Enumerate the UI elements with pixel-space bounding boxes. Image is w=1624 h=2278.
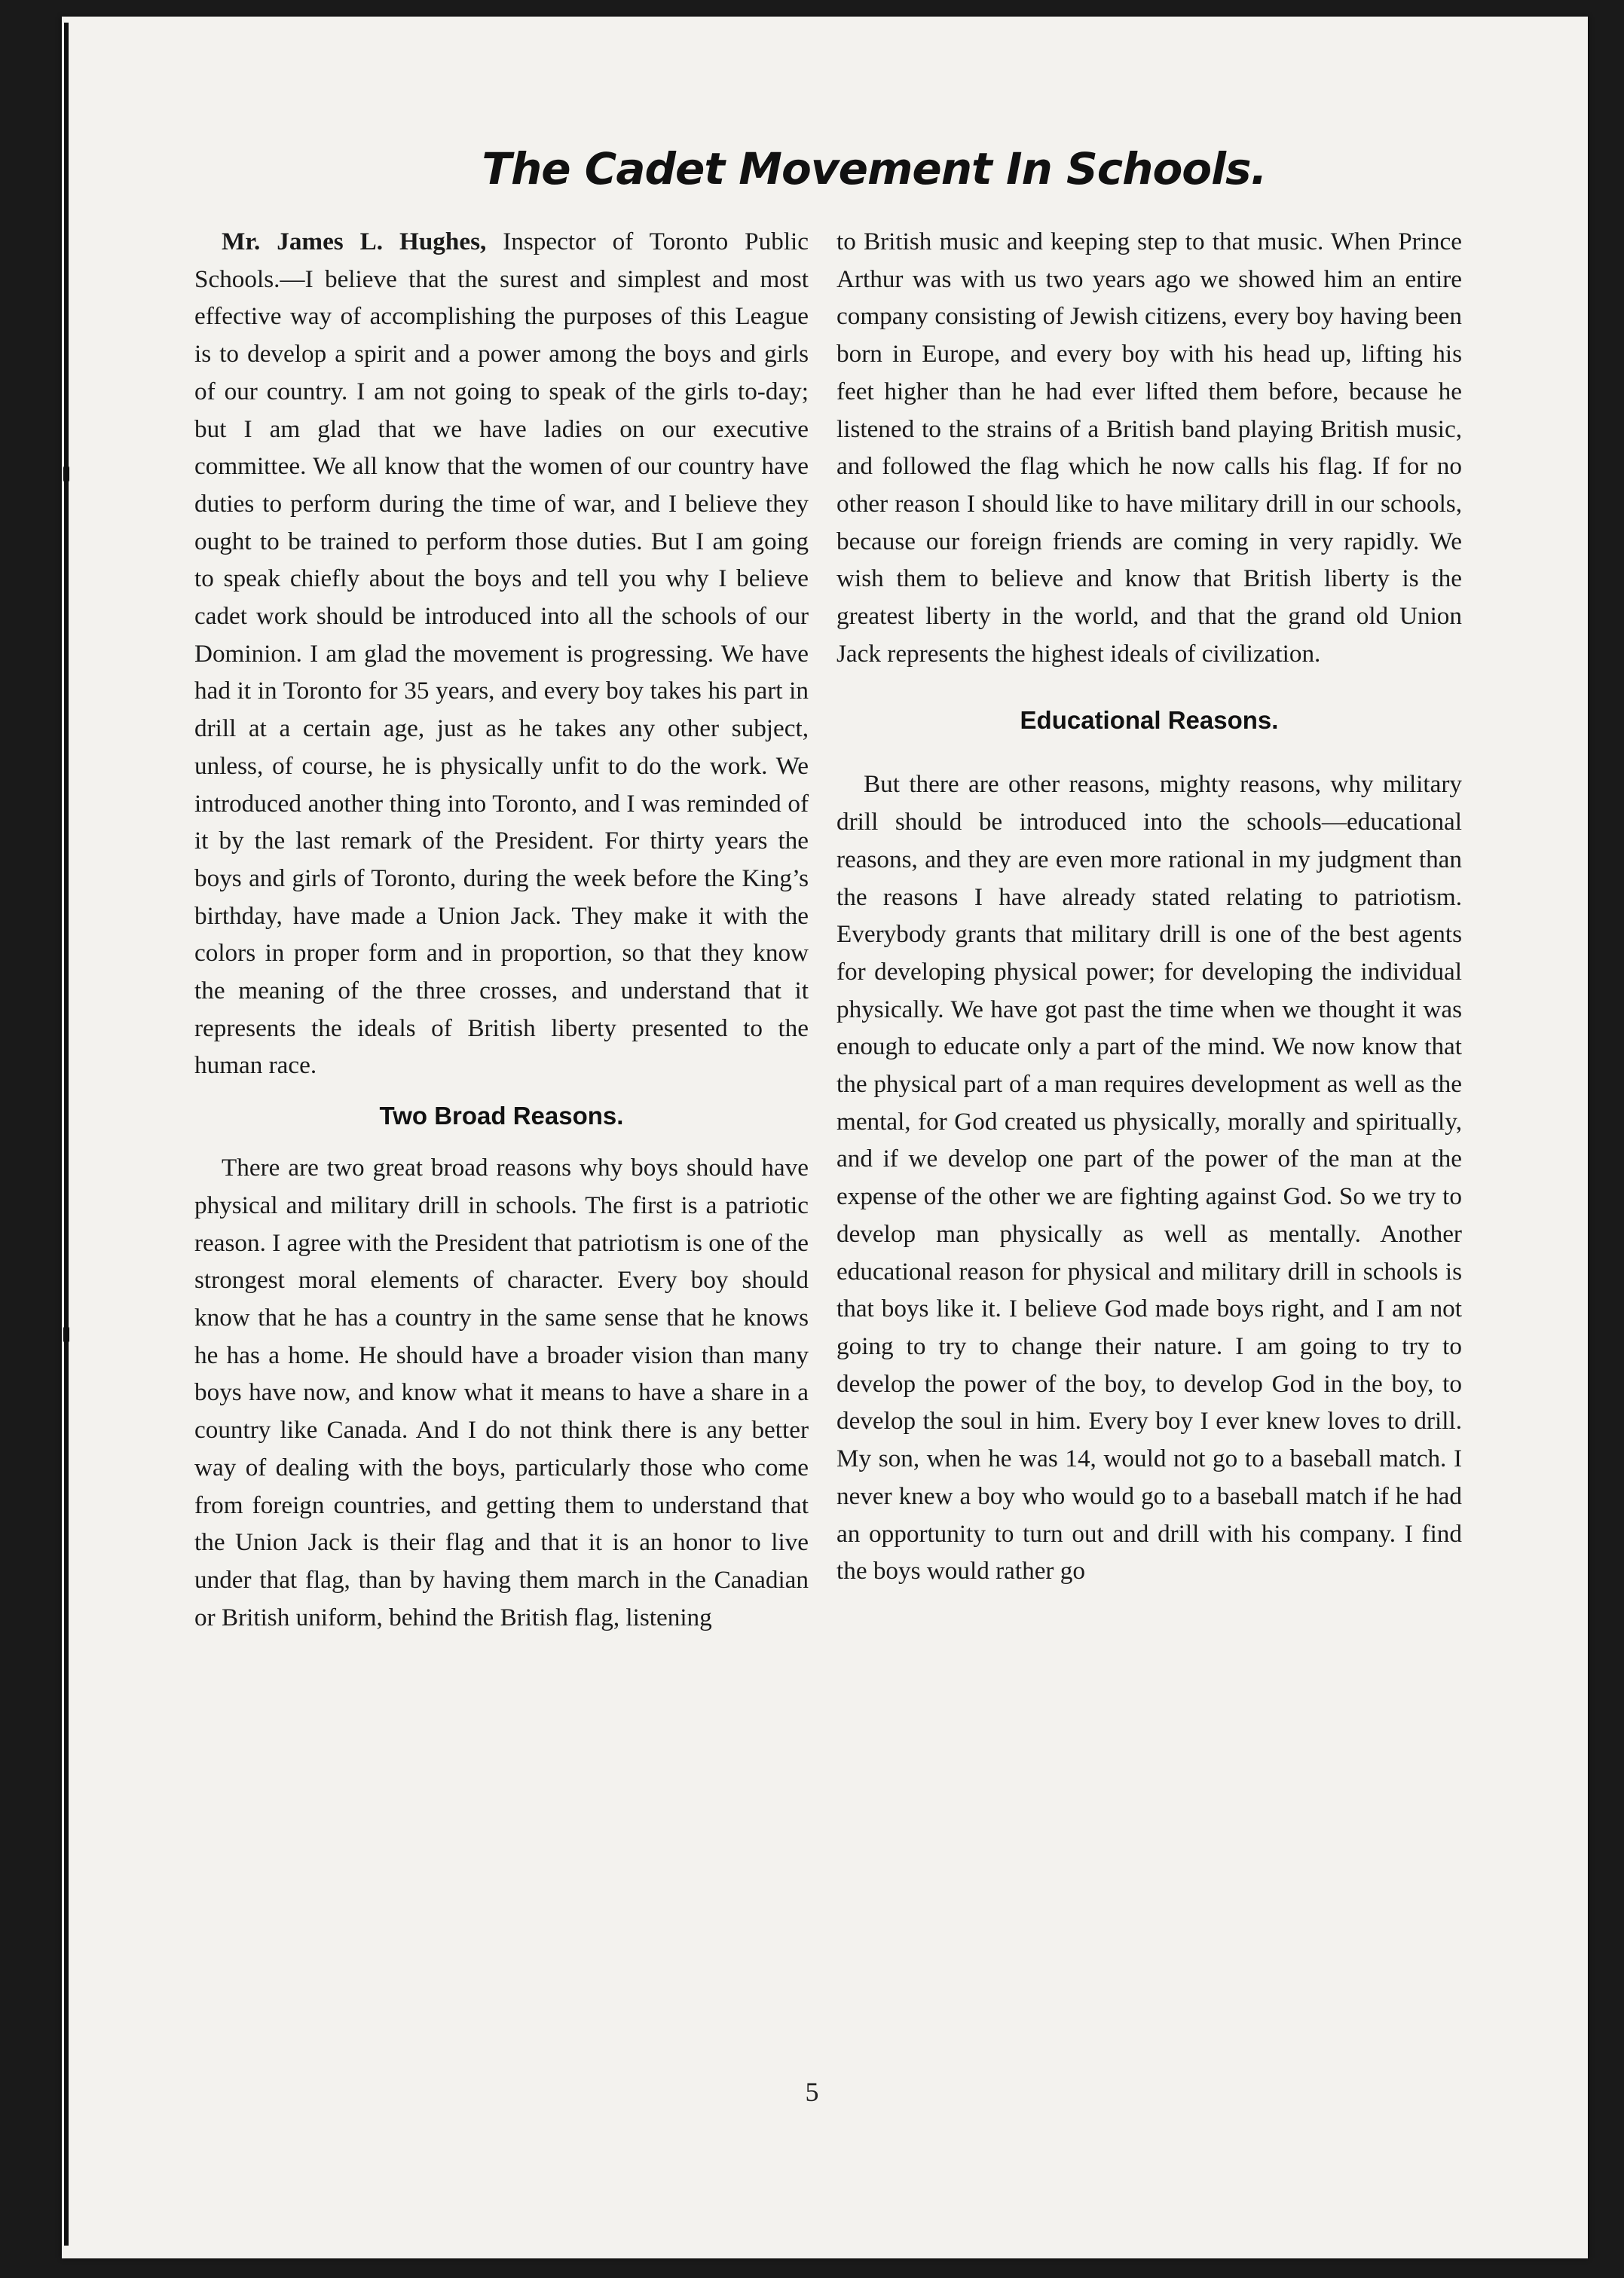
- section-heading-educational-reasons: Educational Reasons.: [1020, 706, 1279, 735]
- article-title: The Cadet Movement In Schools.: [482, 143, 1267, 194]
- page-number: 5: [805, 2077, 819, 2107]
- section-heading-two-broad-reasons: Two Broad Reasons.: [379, 1102, 624, 1130]
- binding-mark: [63, 466, 69, 482]
- intro-text: Inspector of Toronto Public Schools.—I believe that the surest and simplest and most effective way of accomplishing the purposes of this League is to develop a spirit and a power among the boys and girls of our country. I am not going to speak of the girls to-day; but I am glad that we have ladies on our executive committee. We all know that the women of our country have duties to perform during the time of war, and I believe they ought to be trained to perform those duties. But I am going to speak chiefly about the boys and tell you why I believe cadet work should be introduced into all the schools of our Dominion. I am glad the movement is progressing. We have had it in Toronto for 35 years, and every boy takes his part in drill at a certain age, just as he takes any other subject, unless, of course, he is physically unfit to do the work. We introduced another thing into Toronto, and I was reminded of it by the last remark of the President. For thirty years the boys and girls of Toronto, during the week before the King’s birthday, have made a Union Jack. They make it with the colors in proper form and in proportion, so that they know the meaning of the three crosses, and understand that it represents the ideals of British liberty presented to the human race.: [194, 228, 809, 1080]
- left-column: [194, 223, 809, 1636]
- continuation-paragraph: to British music and keeping step to that music. When Prince Arthur was with us two years ago we showed him an entire company consisting of Jewish citizens, every boy having been born in Europe, and every boy with his head up, lifting his feet higher than he had ever lifted them before, because he listened to the strains of a British band playing British music, and followed the flag which he now calls his flag. If for no other reason I should like to have military drill in our schools, because our foreign friends are coming in very rapidly. We wish them to believe and know that British liberty is the greatest liberty in the world, and that the grand old Union Jack represents the highest ideals of civilization.: [836, 228, 1462, 668]
- speaker-name: Mr. James L. Hughes,: [222, 228, 487, 255]
- right-column: [836, 223, 1462, 1590]
- intro-paragraph: [194, 223, 809, 1084]
- binding-line: [64, 23, 69, 2246]
- binding-mark: [63, 1326, 69, 1343]
- section1-paragraph: There are two great broad reasons why boys should have physical and military drill in schools. The first is a patriotic reason. I agree with the President that patriotism is one of the strongest moral elements of character. Every boy should know that he has a country in the same sense that he knows he has a home. He should have a broader vision than many boys have now, and know what it means to have a share in a country like Canada. And I do not think there is any better way of dealing with the boys, particularly those who come from foreign countries, and getting them to understand that the Union Jack is their flag and that it is an honor to live under that flag, than by having them march in the Canadian or British uniform, behind the British flag, listening: [194, 1154, 809, 1631]
- section2-paragraph: But there are other reasons, mighty reasons, why military drill should be introduced into the schools—educational reasons, and they are even more rational in my judgment than the reasons I have already stated relating to patriotism. Everybody grants that military drill is one of the best agents for developing physical power; for developing the individual physically. We have got past the time when we thought it was enough to educate only a part of the mind. We now know that the physical part of a man requires development as well as the mental, for God created us physically, morally and spiritually, and if we develop one part of the power of the man at the expense of the other we are fighting against God. So we try to develop man physically as well as mentally. Another educational reason for physical and military drill in schools is that boys like it. I believe God made boys right, and I am not going to try to change their nature. I am going to try to develop the power of the boy, to develop God in the boy, to develop the soul in him. Every boy I ever knew loves to drill. My son, when he was 14, would not go to a baseball match. I never knew a boy who would go to a baseball match if he had an opportunity to turn out and drill with his company. I find the boys would rather go: [836, 770, 1462, 1585]
